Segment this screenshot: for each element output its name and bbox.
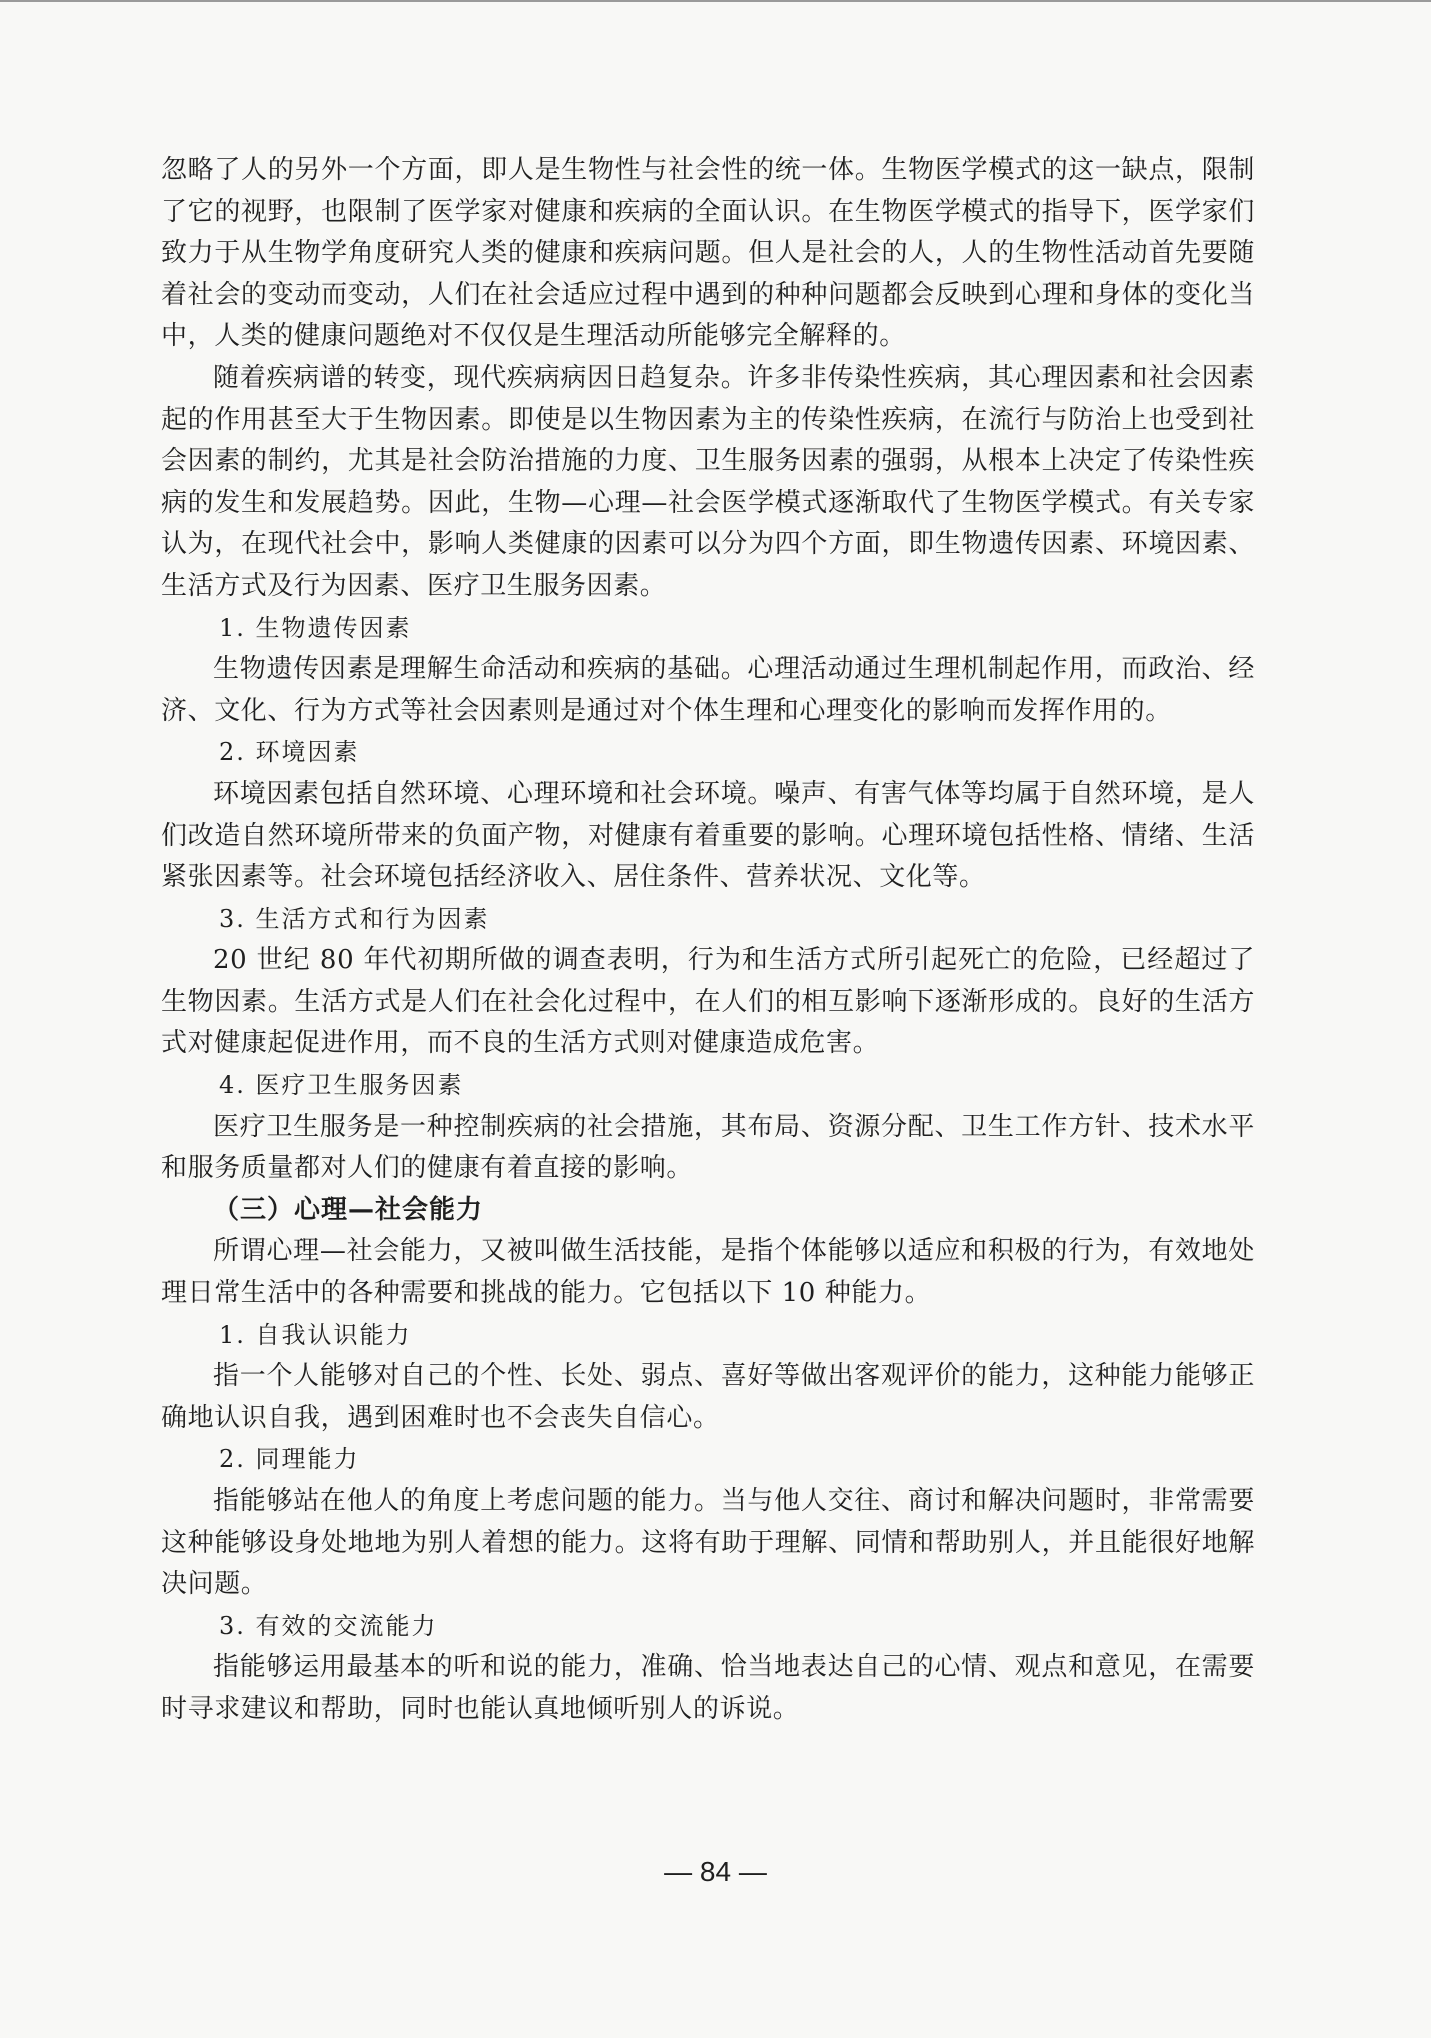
paragraph: 指能够运用最基本的听和说的能力，准确、恰当地表达自己的心情、观点和意见，在需要时寻求建议和帮助，同时也能认真地倾听别人的诉说。 xyxy=(161,1652,1255,1724)
page-body xyxy=(161,150,1255,1731)
section-heading: 3. 生活方式和行为因素 xyxy=(219,904,490,933)
paragraph: 指一个人能够对自己的个性、长处、弱点、喜好等做出客观评价的能力，这种能力能够正确地认识自我，遇到困难时也不会丧失自信心。 xyxy=(161,1361,1255,1433)
section-heading: 2. 环境因素 xyxy=(219,738,360,767)
subsection-heading: （三）心理—社会能力 xyxy=(213,1194,484,1225)
paragraph: 忽略了人的另外一个方面，即人是生物性与社会性的统一体。生物医学模式的这一缺点，限制了它的视野，也限制了医学家对健康和疾病的全面认识。在生物医学模式的指导下，医学家们致力于从生物学角度研究人类的健康和疾病问题。但人是社会的人，人的生物性活动首先要随着社会的变动而变动，人们在社会适应过程中遇到的种种问题都会反映到心理和身体的变化当中，人类的健康问题绝对不仅仅是生理活动所能够完全解释的。 xyxy=(161,155,1255,352)
paragraph: 生物遗传因素是理解生命活动和疾病的基础。心理活动通过生理机制起作用，而政治、经济、文化、行为方式等社会因素则是通过对个体生理和心理变化的影响而发挥作用的。 xyxy=(161,654,1255,726)
section-heading: 4. 医疗卫生服务因素 xyxy=(219,1071,464,1100)
paragraph: 所谓心理—社会能力，又被叫做生活技能，是指个体能够以适应和积极的行为，有效地处理日常生活中的各种需要和挑战的能力。它包括以下 10 种能力。 xyxy=(161,1236,1255,1309)
paragraph: 20 世纪 80 年代初期所做的调查表明，行为和生活方式所引起死亡的危险，已经超过了生物因素。生活方式是人们在社会化过程中，在人们的相互影响下逐渐形成的。良好的生活方式对健康起促进作用，而不良的生活方式则对健康造成危害。 xyxy=(161,945,1255,1059)
top-rule xyxy=(0,0,1431,2)
section-heading: 1. 自我认识能力 xyxy=(219,1320,412,1349)
paragraph: 随着疾病谱的转变，现代疾病病因日趋复杂。许多非传染性疾病，其心理因素和社会因素起的作用甚至大于生物因素。即使是以生物因素为主的传染性疾病，在流行与防治上也受到社会因素的制约，尤其是社会防治措施的力度、卫生服务因素的强弱，从根本上决定了传染性疾病的发生和发展趋势。因此，生物—心理—社会医学模式逐渐取代了生物医学模式。有关专家认为，在现代社会中，影响人类健康的因素可以分为四个方面，即生物遗传因素、环境因素、生活方式及行为因素、医疗卫生服务因素。 xyxy=(161,362,1255,601)
section-heading: 2. 同理能力 xyxy=(219,1445,360,1474)
paragraph: 指能够站在他人的角度上考虑问题的能力。当与他人交往、商讨和解决问题时，非常需要这种能够设身处地地为别人着想的能力。这将有助于理解、同情和帮助别人，并且能很好地解决问题。 xyxy=(161,1486,1255,1600)
paragraph: 医疗卫生服务是一种控制疾病的社会措施，其布局、资源分配、卫生工作方针、技术水平和服务质量都对人们的健康有着直接的影响。 xyxy=(161,1111,1255,1184)
section-heading: 1. 生物遗传因素 xyxy=(219,613,412,642)
paragraph: 环境因素包括自然环境、心理环境和社会环境。噪声、有害气体等均属于自然环境，是人们改造自然环境所带来的负面产物，对健康有着重要的影响。心理环境包括性格、情绪、生活紧张因素等。社会环境包括经济收入、居住条件、营养状况、文化等。 xyxy=(161,778,1255,893)
section-heading: 3. 有效的交流能力 xyxy=(219,1611,438,1640)
page-number: — 84 — xyxy=(664,1856,767,1887)
